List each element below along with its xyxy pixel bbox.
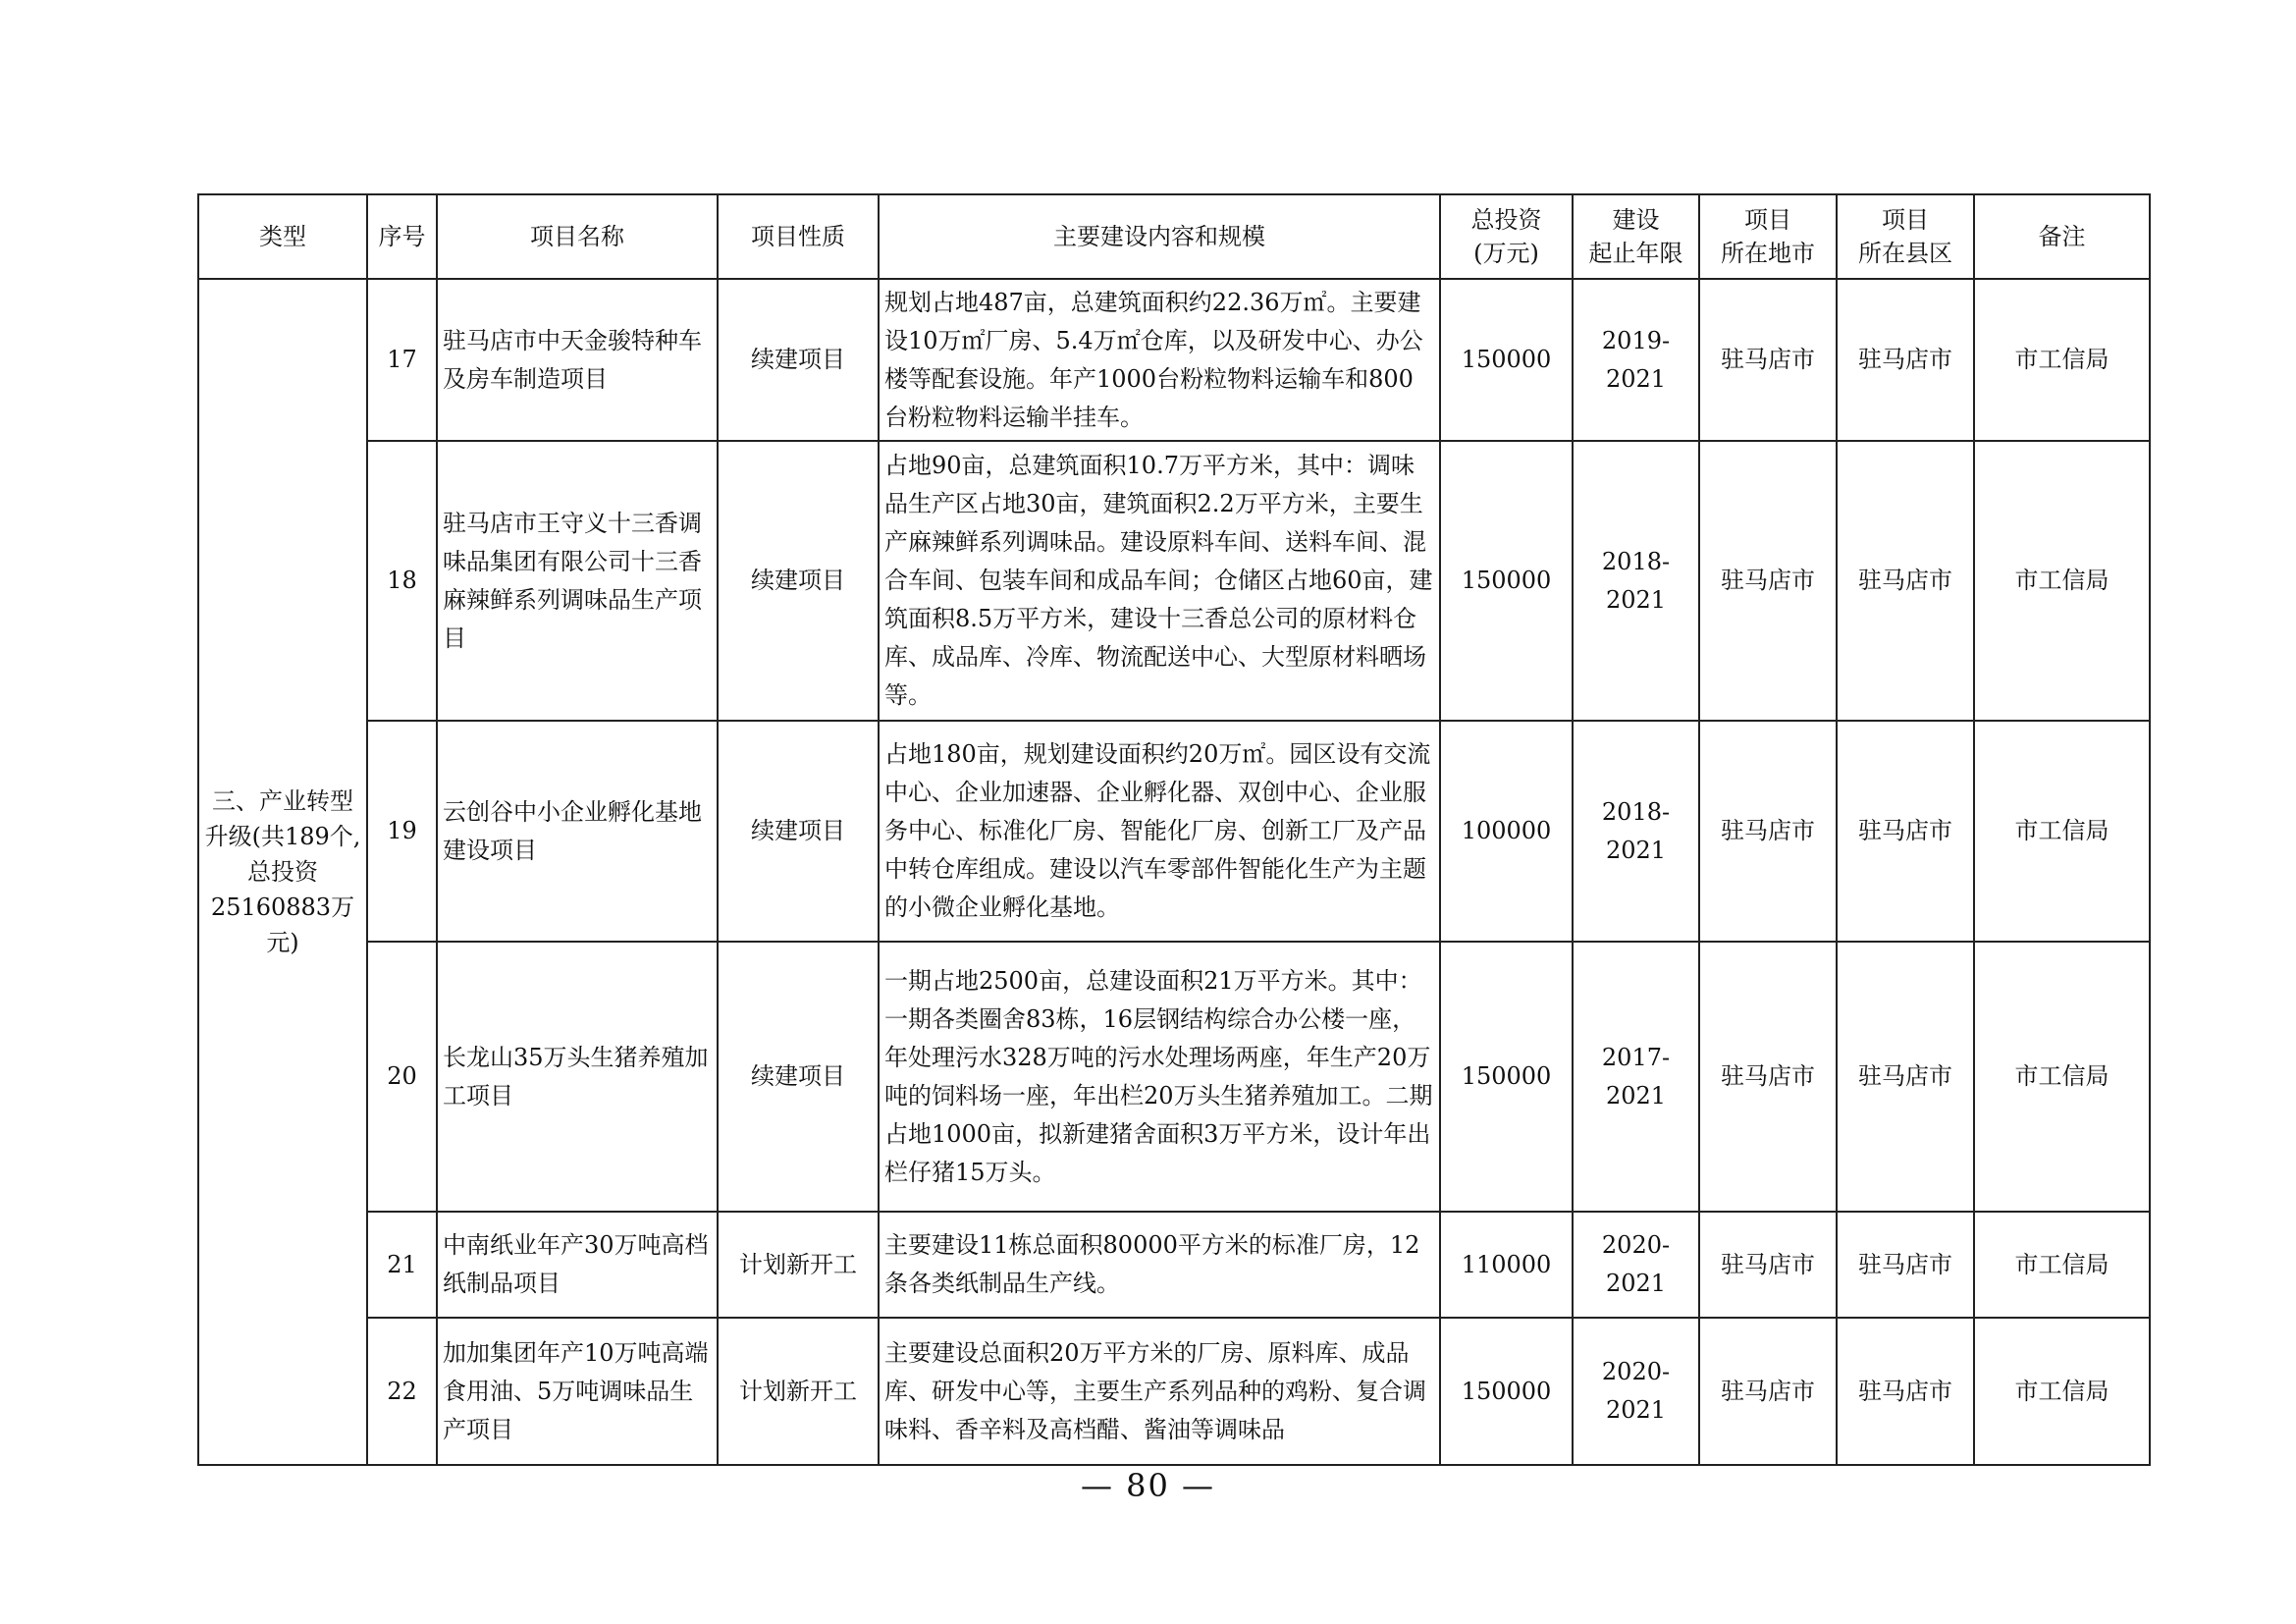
row-project-name: 驻马店市王守义十三香调味品集团有限公司十三香麻辣鲜系列调味品生产项目 — [437, 441, 718, 721]
header-period — [1573, 194, 1699, 279]
header-nature: 项目性质 — [718, 194, 879, 279]
row-seq: 21 — [367, 1212, 437, 1318]
row-seq: 18 — [367, 441, 437, 721]
header-county-line2: 所在县区 — [1858, 240, 1952, 267]
row-seq: 22 — [367, 1318, 437, 1465]
table-row — [198, 942, 2150, 1212]
row-period: 2020-2021 — [1573, 1318, 1699, 1465]
row-seq: 17 — [367, 279, 437, 441]
row-content: 占地90亩，总建筑面积10.7万平方米，其中：调味品生产区占地30亩，建筑面积2.2万平方米，主要生产麻辣鲜系列调味品。建设原料车间、送料车间、混合车间、包装车间和成品车间；仓储区占地60亩，建筑面积8.5万平方米，建设十三香总公司的原材料仓库、成品库、冷库、物流配送中心、大型原材料晒场等。 — [879, 441, 1440, 721]
row-remark: 市工信局 — [1974, 942, 2150, 1212]
table-row — [198, 1212, 2150, 1318]
header-county-line1: 项目 — [1882, 206, 1929, 234]
header-period-line2: 起止年限 — [1588, 240, 1683, 267]
row-county: 驻马店市 — [1837, 279, 1974, 441]
header-period-line1: 建设 — [1612, 206, 1660, 234]
row-project-name: 云创谷中小企业孵化基地建设项目 — [437, 721, 718, 942]
row-remark: 市工信局 — [1974, 441, 2150, 721]
header-city-line1: 项目 — [1744, 206, 1791, 234]
row-city: 驻马店市 — [1699, 441, 1837, 721]
category-cell: 三、产业转型升级(共189个,总投资25160883万元) — [198, 279, 367, 1465]
row-seq: 19 — [367, 721, 437, 942]
table-row — [198, 441, 2150, 721]
header-type: 类型 — [198, 194, 367, 279]
row-period: 2017-2021 — [1573, 942, 1699, 1212]
row-investment: 150000 — [1440, 942, 1573, 1212]
row-nature: 计划新开工 — [718, 1318, 879, 1465]
row-county: 驻马店市 — [1837, 1212, 1974, 1318]
header-investment-line1: 总投资 — [1470, 206, 1542, 234]
row-content: 主要建设总面积20万平方米的厂房、原料库、成品库、研发中心等，主要生产系列品种的鸡粉、复合调味料、香辛料及高档醋、酱油等调味品 — [879, 1318, 1440, 1465]
table-row — [198, 1318, 2150, 1465]
row-city: 驻马店市 — [1699, 1212, 1837, 1318]
row-content: 一期占地2500亩，总建设面积21万平方米。其中：一期各类圈舍83栋，16层钢结构综合办公楼一座，年处理污水328万吨的污水处理场两座，年生产20万吨的饲料场一座，年出栏20万头生猪养殖加工。二期占地1000亩，拟新建猪舍面积3万平方米，设计年出栏仔猪15万头。 — [879, 942, 1440, 1212]
row-investment: 150000 — [1440, 279, 1573, 441]
table-row — [198, 721, 2150, 942]
table-row — [198, 279, 2150, 441]
row-content: 主要建设11栋总面积80000平方米的标准厂房，12条各类纸制品生产线。 — [879, 1212, 1440, 1318]
row-period: 2020-2021 — [1573, 1212, 1699, 1318]
table-header-row — [198, 194, 2150, 279]
row-project-name: 加加集团年产10万吨高端食用油、5万吨调味品生产项目 — [437, 1318, 718, 1465]
project-table — [197, 193, 2151, 1466]
row-nature: 计划新开工 — [718, 1212, 879, 1318]
row-city: 驻马店市 — [1699, 1318, 1837, 1465]
row-nature: 续建项目 — [718, 721, 879, 942]
row-nature: 续建项目 — [718, 441, 879, 721]
row-period: 2018-2021 — [1573, 441, 1699, 721]
row-investment: 100000 — [1440, 721, 1573, 942]
row-period: 2019-2021 — [1573, 279, 1699, 441]
header-seq: 序号 — [367, 194, 437, 279]
row-content: 占地180亩，规划建设面积约20万㎡。园区设有交流中心、企业加速器、企业孵化器、双创中心、企业服务中心、标准化厂房、智能化厂房、创新工厂及产品中转仓库组成。建设以汽车零部件智能化生产为主题的小微企业孵化基地。 — [879, 721, 1440, 942]
row-investment: 150000 — [1440, 441, 1573, 721]
header-content: 主要建设内容和规模 — [879, 194, 1440, 279]
row-remark: 市工信局 — [1974, 279, 2150, 441]
row-content: 规划占地487亩，总建筑面积约22.36万㎡。主要建设10万㎡厂房、5.4万㎡仓库，以及研发中心、办公楼等配套设施。年产1000台粉粒物料运输车和800台粉粒物料运输半挂车。 — [879, 279, 1440, 441]
row-nature: 续建项目 — [718, 942, 879, 1212]
row-seq: 20 — [367, 942, 437, 1212]
row-project-name: 驻马店市中天金骏特种车及房车制造项目 — [437, 279, 718, 441]
row-investment: 150000 — [1440, 1318, 1573, 1465]
row-county: 驻马店市 — [1837, 942, 1974, 1212]
row-county: 驻马店市 — [1837, 721, 1974, 942]
row-remark: 市工信局 — [1974, 1318, 2150, 1465]
row-county: 驻马店市 — [1837, 441, 1974, 721]
row-project-name: 中南纸业年产30万吨高档纸制品项目 — [437, 1212, 718, 1318]
header-city-line2: 所在地市 — [1721, 240, 1815, 267]
row-nature: 续建项目 — [718, 279, 879, 441]
row-county: 驻马店市 — [1837, 1318, 1974, 1465]
row-city: 驻马店市 — [1699, 721, 1837, 942]
row-project-name: 长龙山35万头生猪养殖加工项目 — [437, 942, 718, 1212]
row-period: 2018-2021 — [1573, 721, 1699, 942]
row-city: 驻马店市 — [1699, 279, 1837, 441]
page-number: — 80 — — [1080, 1467, 1216, 1504]
header-investment — [1440, 194, 1573, 279]
header-name: 项目名称 — [437, 194, 718, 279]
row-remark: 市工信局 — [1974, 721, 2150, 942]
row-investment: 110000 — [1440, 1212, 1573, 1318]
header-county — [1837, 194, 1974, 279]
header-remark: 备注 — [1974, 194, 2150, 279]
row-remark: 市工信局 — [1974, 1212, 2150, 1318]
header-city — [1699, 194, 1837, 279]
header-investment-line2: (万元) — [1473, 240, 1539, 267]
row-city: 驻马店市 — [1699, 942, 1837, 1212]
